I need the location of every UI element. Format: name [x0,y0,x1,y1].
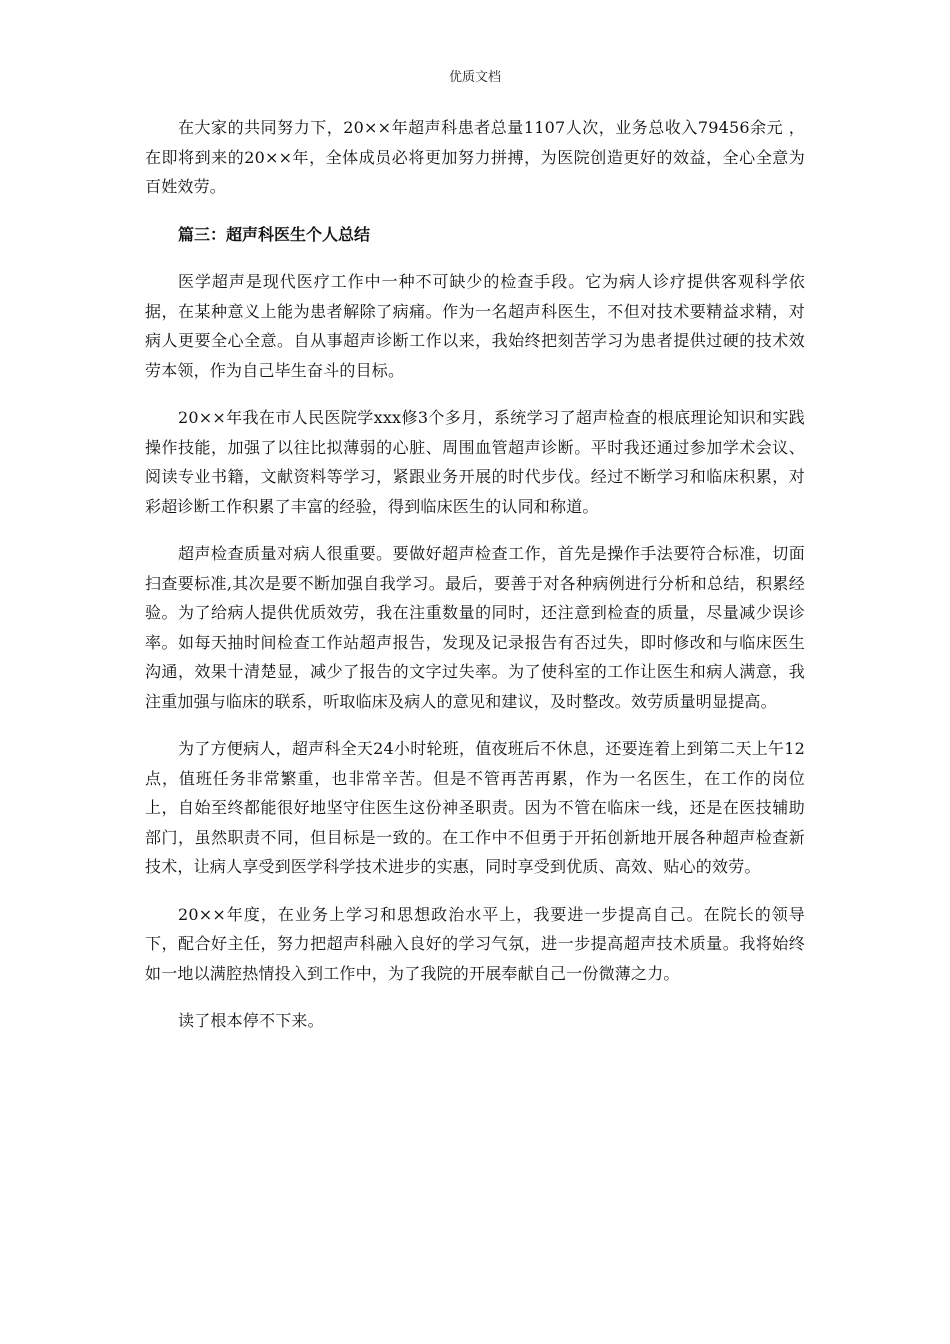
paragraph-training: 20××年我在市人民医院学xxx修3个多月，系统学习了超声检查的根底理论知识和实践操作技能，加强了以往比拟薄弱的心脏、周围血管超声诊断。平时我还通过参加学术会议、阅读专业书籍，文献资料等学习，紧跟业务开展的时代步伐。经过不断学习和临床积累，对彩超诊断工作积累了丰富的经验，得到临床医生的认同和称道。 [145,408,805,516]
paragraph-closing: 读了根本停不下来。 [178,1011,324,1030]
paragraph-intro: 医学超声是现代医疗工作中一种不可缺少的检查手段。它为病人诊疗提供客观科学依据，在某种意义上能为患者解除了病痛。作为一名超声科医生，不但对技术要精益求精，对病人更要全心全意。自从事超声诊断工作以来，我始终把刻苦学习为患者提供过硬的技术效劳本领，作为自己毕生奋斗的目标。 [145,272,805,380]
paragraph-summary: 在大家的共同努力下，20××年超声科患者总量1107人次，业务总收入79456余元 ，在即将到来的20××年，全体成员必将更加努力拼搏，为医院创造更好的效益，全心全意为百姓效劳。 [145,118,805,196]
section-heading: 篇三：超声科医生个人总结 [178,224,371,244]
paragraph-plan: 20××年度，在业务上学习和思想政治水平上，我要进一步提高自己。在院长的领导下，配合好主任，努力把超声科融入良好的学习气氛，进一步提高超声技术质量。我将始终如一地以满腔热情投入到工作中，为了我院的开展奉献自己一份微薄之力。 [145,904,805,983]
document-body [145,113,805,1054]
paragraph-quality: 超声检查质量对病人很重要。要做好超声检查工作，首先是操作手法要符合标准，切面扫查要标准,其次是要不断加强自我学习。最后，要善于对各种病例进行分析和总结，积累经验。为了给病人提供优质效劳，我在注重数量的同时，还注意到检查的质量，尽量减少误诊率。如每天抽时间检查工作站超声报告，发现及记录报告有否过失，即时修改和与临床医生沟通，效果十清楚显，减少了报告的文字过失率。为了使科室的工作让医生和病人满意，我注重加强与临床的联系，听取临床及病人的意见和建议，及时整改。效劳质量明显提高。 [145,544,805,711]
page-header: 优质文档 [448,70,501,85]
paragraph-duty: 为了方便病人，超声科全天24小时轮班，值夜班后不休息，还要连着上到第二天上午12点，值班任务非常繁重，也非常辛苦。但是不管再苦再累，作为一名医生，在工作的岗位上，自始至终都能很好地坚守住医生这份神圣职责。因为不管在临床一线，还是在医技辅助部门，虽然职责不同，但目标是一致的。在工作中不但勇于开拓创新地开展各种超声检查新技术，让病人享受到医学科学技术进步的实惠，同时享受到优质、高效、贴心的效劳。 [145,739,805,876]
